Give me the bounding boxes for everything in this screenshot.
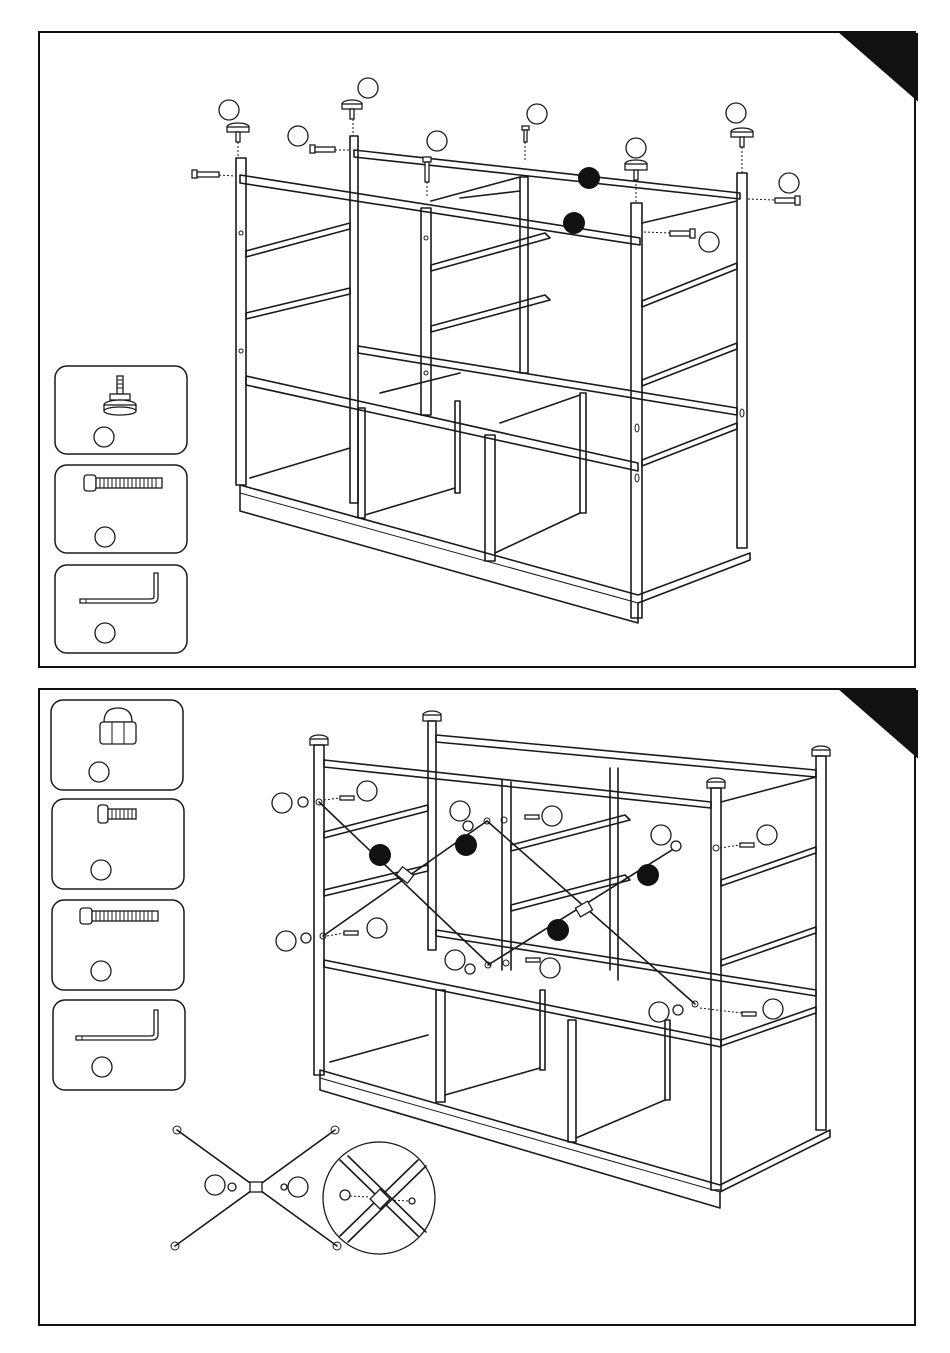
- long-bolt-icon: [80, 908, 158, 924]
- short-bolt-icon: [700, 1008, 756, 1016]
- cap-nut-icon: [310, 735, 328, 745]
- cap-nut-icon: [423, 711, 441, 721]
- short-bolt-icon: [522, 126, 529, 161]
- cap-nut-icon: [673, 1005, 683, 1015]
- filled-marker: [455, 834, 477, 856]
- cap-nut-icon: [463, 821, 473, 831]
- filled-marker: [369, 844, 391, 866]
- cap-nut-icon: [707, 778, 725, 788]
- filled-marker: [547, 919, 569, 941]
- brace-detail-drawing: [171, 1126, 341, 1250]
- legend-callout-long-bolt: [91, 961, 111, 981]
- legend-callout-allen-key: [95, 623, 115, 643]
- shelf-frame-top: [236, 136, 750, 623]
- short-bolt-icon: [327, 931, 358, 936]
- zoom-detail-circle: [323, 1142, 435, 1254]
- legend-callout-cap-nut: [89, 762, 109, 782]
- legend-callout-allen-key: [92, 1057, 112, 1077]
- callouts-top: [219, 78, 799, 252]
- legend-callout-short-bolt: [91, 860, 111, 880]
- filled-marker: [637, 864, 659, 886]
- long-bolt-icon: [423, 157, 431, 198]
- filled-marker: [578, 167, 600, 189]
- adjustable-foot-icon: [342, 100, 362, 136]
- long-bolt-icon: [748, 196, 800, 205]
- cap-nut-icon: [301, 933, 311, 943]
- step-top-diagram: [40, 33, 918, 670]
- legend-callout-long-bolt: [95, 527, 115, 547]
- long-bolt-icon: [644, 229, 695, 238]
- filled-marker: [563, 212, 585, 234]
- cap-nut-icon: [812, 746, 830, 756]
- long-bolt-icon: [310, 145, 350, 153]
- cap-nut-icon: [465, 964, 475, 974]
- hardware-top: [192, 100, 800, 238]
- cap-nut-icon: [298, 797, 308, 807]
- parts-legend-top: [55, 366, 187, 653]
- adjustable-foot-icon: [731, 128, 753, 173]
- assembly-step-panel-top: [38, 31, 916, 668]
- step-bottom-diagram: [40, 690, 918, 1328]
- step-corner-tab: [840, 690, 918, 758]
- legend-box-allen-key: [55, 565, 187, 653]
- parts-legend-bottom: [51, 700, 185, 1090]
- cap-nut-icon: [671, 841, 681, 851]
- legend-callout-foot: [94, 427, 114, 447]
- step-corner-tab: [840, 33, 918, 101]
- shelf-frame-bottom: [310, 711, 830, 1208]
- short-bolt-icon: [720, 843, 754, 848]
- long-bolt-icon: [192, 170, 236, 178]
- cross-brace-right: [487, 821, 695, 1004]
- cap-nut-icon: [100, 708, 136, 744]
- short-bolt-icon: [526, 958, 540, 962]
- long-bolt-icon: [84, 475, 162, 491]
- short-bolt-icon: [324, 796, 354, 800]
- assembly-step-panel-bottom: [38, 688, 916, 1326]
- short-bolt-icon: [525, 815, 539, 819]
- adjustable-foot-icon: [227, 123, 249, 158]
- legend-box-allen-key: [53, 1000, 185, 1090]
